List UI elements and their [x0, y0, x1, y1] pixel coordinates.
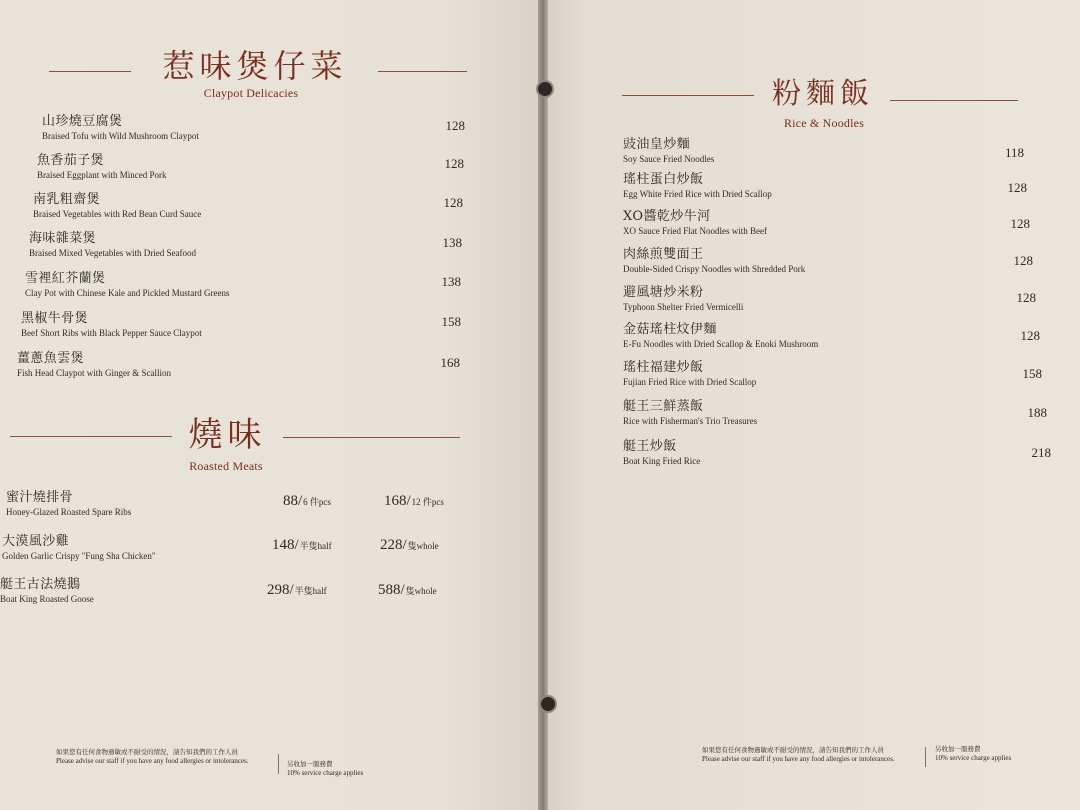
rice-noodles-price: 128 [1020, 328, 1040, 343]
claypot-price: 158 [441, 314, 461, 329]
claypot-item-english-name: Braised Mixed Vegetables with Dried Seafood [29, 247, 197, 258]
footer-divider [278, 754, 279, 774]
service-charge-note [935, 745, 1011, 763]
claypot-price: 128 [444, 156, 464, 171]
roasted-large-portion-price [378, 581, 437, 599]
rice-noodles-item [623, 173, 772, 200]
claypot-item-english-name: Braised Eggplant with Minced Pork [37, 169, 167, 180]
roasted-small-portion-price [272, 536, 332, 554]
rice-noodles-item [623, 440, 700, 467]
roasted-item-english-name: Honey-Glazed Roasted Spare Ribs [6, 506, 132, 517]
claypot-item-chinese-name: 海味雜菜煲 [29, 231, 97, 246]
claypot-item-chinese-name: 南乳粗齋煲 [33, 192, 101, 207]
rice-noodles-price: 128 [1010, 216, 1030, 231]
rice-noodles-subtitle: Rice & Noodles [783, 116, 865, 130]
claypot-price: 138 [442, 235, 462, 250]
claypot-item-english-name: Braised Tofu with Wild Mushroom Claypot [42, 130, 199, 141]
service-charge-note [287, 760, 363, 778]
claypot-right-rule [378, 71, 467, 72]
claypot-item-english-name: Braised Vegetables with Red Bean Curd Sauce [33, 208, 202, 219]
right-menu-page [544, 0, 1080, 810]
allergy-notice-chinese: 如果您有任何食物過敏或不耐受的情況，請告知我們的工作人員 [56, 748, 238, 756]
rice-noodles-item-chinese-name: 豉油皇炒麵 [623, 137, 691, 152]
rice-noodles-item-chinese-name: XO醬乾炒牛河 [623, 209, 711, 224]
roasted-item [0, 578, 94, 605]
rice-noodles-price: 118 [1004, 145, 1024, 160]
claypot-item-english-name: Beef Short Ribs with Black Pepper Sauce Claypot [21, 327, 202, 338]
roasted-price-unit: 半隻half [299, 541, 332, 551]
roasted-item-chinese-name: 艇王古法燒鵝 [0, 577, 81, 592]
claypot-item-chinese-name: 黑椒牛骨煲 [21, 311, 89, 326]
rice-noodles-item [623, 323, 818, 350]
roasted-small-portion-price [283, 492, 331, 510]
rice-noodles-item [623, 400, 757, 427]
claypot-left-rule [49, 71, 131, 72]
claypot-price: 128 [443, 195, 463, 210]
roasted-price-unit: 隻whole [405, 586, 437, 596]
roasted-item [2, 535, 156, 562]
claypot-item [42, 115, 199, 142]
claypot-price: 138 [441, 274, 461, 289]
rice-noodles-left-rule [622, 95, 754, 96]
claypot-item-chinese-name: 山珍燒豆腐煲 [42, 114, 123, 129]
rice-noodles-item-chinese-name: 肉絲煎雙面王 [623, 247, 704, 262]
rice-noodles-item-english-name: Double-Sided Crispy Noodles with Shredded Pork [623, 263, 806, 274]
rice-noodles-title: 粉麵飯 [771, 76, 874, 110]
roasted-right-rule [283, 437, 460, 438]
claypot-item [21, 312, 202, 339]
roasted-price-number: 298/ [267, 582, 294, 598]
lower-binding-ring [539, 695, 557, 713]
rice-noodles-item-english-name: Boat King Fried Rice [623, 455, 701, 466]
service-charge-english: 10% service charge applies [935, 753, 1012, 762]
service-charge-chinese: 另收加一服務費 [287, 760, 333, 768]
rice-noodles-item-english-name: Egg White Fried Rice with Dried Scallop [623, 188, 772, 199]
claypot-item [37, 154, 166, 181]
claypot-item-english-name: Clay Pot with Chinese Kale and Pickled Mustard Greens [25, 287, 230, 298]
rice-noodles-item-english-name: Rice with Fisherman's Trio Treasures [623, 415, 758, 426]
roasted-price-number: 228/ [380, 537, 407, 553]
rice-noodles-price: 188 [1027, 405, 1047, 420]
rice-noodles-item-chinese-name: 瑤柱福建炒飯 [623, 360, 704, 375]
claypot-item-chinese-name: 雪裡紅芥蘭煲 [25, 271, 106, 286]
rice-noodles-price: 128 [1016, 290, 1036, 305]
roasted-title: 燒味 [188, 415, 267, 455]
roasted-price-unit: 隻whole [407, 541, 439, 551]
roasted-price-number: 588/ [378, 582, 405, 598]
claypot-item-chinese-name: 魚香茄子煲 [37, 153, 105, 168]
roasted-item-chinese-name: 蜜汁燒排骨 [6, 490, 74, 505]
claypot-item [25, 272, 229, 299]
roasted-large-portion-price [380, 536, 439, 554]
claypot-item-chinese-name: 薑蔥魚雲煲 [17, 351, 85, 366]
roasted-item [6, 491, 131, 518]
rice-noodles-item-english-name: XO Sauce Fried Flat Noodles with Beef [623, 225, 767, 236]
footer-divider [925, 747, 926, 767]
allergy-notice-english: Please advise our staff if you have any food allergies or intolerances. [56, 756, 249, 765]
rice-noodles-item-english-name: Soy Sauce Fried Noodles [623, 153, 715, 164]
roasted-item-english-name: Golden Garlic Crispy "Fung Sha Chicken" [2, 550, 156, 561]
claypot-item [29, 232, 196, 259]
rice-noodles-price: 128 [1013, 253, 1033, 268]
roasted-left-rule [10, 436, 172, 437]
claypot-subtitle: Claypot Delicacies [203, 86, 299, 100]
claypot-item-english-name: Fish Head Claypot with Ginger & Scallion [17, 367, 171, 378]
rice-noodles-item-english-name: Typhoon Shelter Fried Vermicelli [623, 301, 744, 312]
rice-noodles-item-english-name: Fujian Fried Rice with Dried Scallop [623, 376, 757, 387]
roasted-small-portion-price [267, 581, 327, 599]
rice-noodles-price: 218 [1031, 445, 1051, 460]
roasted-large-portion-price [384, 492, 444, 510]
allergy-notice-english: Please advise our staff if you have any food allergies or intolerances. [702, 754, 895, 763]
roasted-price-unit: 半隻half [294, 586, 327, 596]
rice-noodles-item [623, 210, 767, 237]
rice-noodles-item [623, 248, 805, 275]
claypot-item [17, 352, 171, 379]
claypot-price: 168 [440, 355, 460, 370]
upper-binding-ring [536, 80, 554, 98]
allergy-notice [702, 746, 895, 764]
roasted-price-number: 88/ [283, 493, 303, 509]
roasted-price-number: 168/ [384, 493, 411, 509]
allergy-notice-chinese: 如果您有任何食物過敏或不耐受的情況，請告知我們的工作人員 [702, 746, 884, 754]
service-charge-english: 10% service charge applies [287, 768, 364, 777]
rice-noodles-item-chinese-name: 艇王三鮮蒸飯 [623, 399, 704, 414]
rice-noodles-item-chinese-name: 避風塘炒米粉 [623, 285, 704, 300]
rice-noodles-item-chinese-name: 艇王炒飯 [623, 439, 677, 454]
roasted-item-english-name: Boat King Roasted Goose [0, 593, 94, 604]
roasted-price-number: 148/ [272, 537, 299, 553]
rice-noodles-right-rule [890, 100, 1018, 101]
rice-noodles-item [623, 286, 743, 313]
rice-noodles-price: 128 [1007, 180, 1027, 195]
service-charge-chinese: 另收加一服務費 [935, 745, 981, 753]
rice-noodles-price: 158 [1022, 366, 1042, 381]
claypot-price: 128 [445, 118, 465, 133]
claypot-item [33, 193, 201, 220]
rice-noodles-item-english-name: E-Fu Noodles with Dried Scallop & Enoki Mushroom [623, 338, 819, 349]
book-spine [538, 0, 548, 810]
allergy-notice [56, 748, 249, 766]
rice-noodles-item-chinese-name: 金菇瑤柱炆伊麵 [623, 322, 717, 337]
roasted-price-unit: 6 件pcs [303, 497, 331, 507]
rice-noodles-item-chinese-name: 瑤柱蛋白炒飯 [623, 172, 704, 187]
roasted-item-chinese-name: 大漠風沙雞 [2, 534, 70, 549]
roasted-subtitle: Roasted Meats [189, 459, 263, 473]
rice-noodles-item [623, 138, 714, 165]
roasted-price-unit: 12 件pcs [411, 497, 444, 507]
claypot-title: 惹味煲仔菜 [162, 47, 348, 85]
rice-noodles-item [623, 361, 756, 388]
